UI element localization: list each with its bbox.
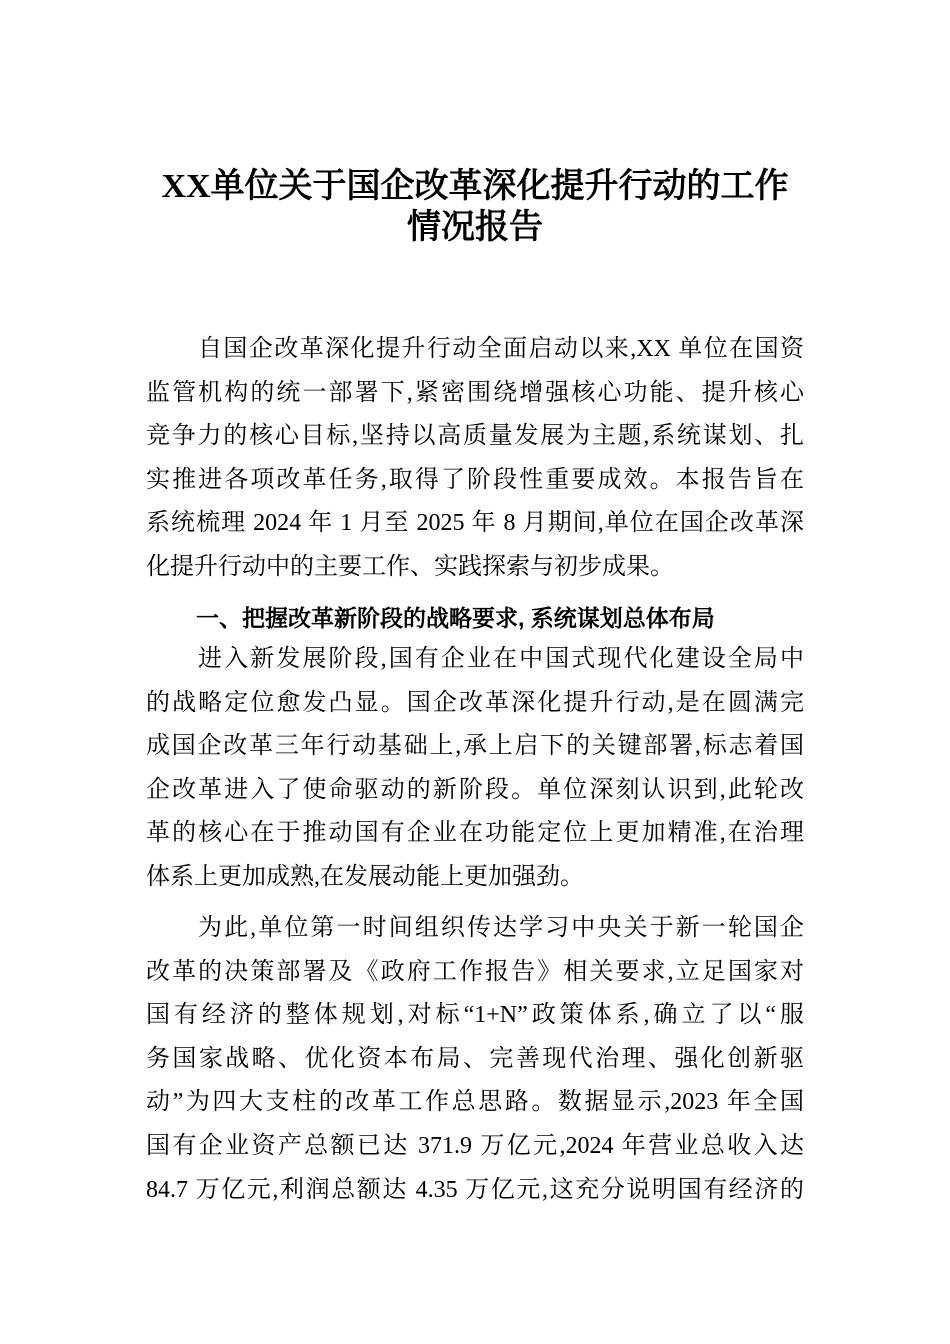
text-line: 体系上更加成熟,在发展动能上更加强劲。 xyxy=(146,863,584,890)
paragraph-strategic-position xyxy=(146,638,804,900)
paragraph-intro xyxy=(146,328,804,590)
text-line: 84.7 万亿元,利润总额达 4.35 万亿元,这充分说明国有经济的 xyxy=(146,1176,804,1203)
text-line: 监管机构的统一部署下,紧密围绕增强核心功能、提升核心 xyxy=(146,379,804,406)
paragraph-work-approach xyxy=(146,907,804,1212)
text-line: 系统梳理 2024 年 1 月至 2025 年 8 月期间,单位在国企改革深 xyxy=(146,510,804,537)
text-line: 革的核心在于推动国有企业在功能定位上更加精准,在治理 xyxy=(146,820,804,847)
text-line: 国有企业资产总额已达 371.9 万亿元,2024 年营业总收入达 xyxy=(146,1132,804,1159)
text-line: 化提升行动中的主要工作、实践探索与初步成果。 xyxy=(146,553,674,580)
text-line: 国有经济的整体规划,对标“1+N”政策体系,确立了以“服 xyxy=(146,1002,804,1029)
document-title-line-1: XX单位关于国企改革深化提升行动的工作 xyxy=(161,168,789,205)
text-line: 动”为四大支柱的改革工作总思路。数据显示,2023 年全国 xyxy=(146,1089,804,1116)
text-line: 企改革进入了使命驱动的新阶段。单位深刻认识到,此轮改 xyxy=(146,776,804,803)
text-line: 为此,单位第一时间组织传达学习中央关于新一轮国企 xyxy=(198,915,804,941)
text-line: 务国家战略、优化资本布局、完善现代治理、强化创新驱 xyxy=(146,1045,804,1072)
section-heading-1: 一、把握改革新阶段的战略要求, 系统谋划总体布局 xyxy=(196,605,715,631)
text-line: 的战略定位愈发凸显。国企改革深化提升行动,是在圆满完 xyxy=(146,689,804,716)
text-line: 自国企改革深化提升行动全面启动以来,XX 单位在国资 xyxy=(198,336,804,362)
text-line: 竞争力的核心目标,坚持以高质量发展为主题,系统谋划、扎 xyxy=(146,423,804,450)
text-line: 进入新发展阶段,国有企业在中国式现代化建设全局中 xyxy=(198,646,804,672)
text-line: 改革的决策部署及《政府工作报告》相关要求,立足国家对 xyxy=(146,958,804,985)
text-line: 成国企改革三年行动基础上,承上启下的关键部署,标志着国 xyxy=(146,733,804,760)
text-line: 实推进各项改革任务,取得了阶段性重要成效。本报告旨在 xyxy=(146,466,804,493)
document-title-line-2: 情况报告 xyxy=(407,209,543,246)
